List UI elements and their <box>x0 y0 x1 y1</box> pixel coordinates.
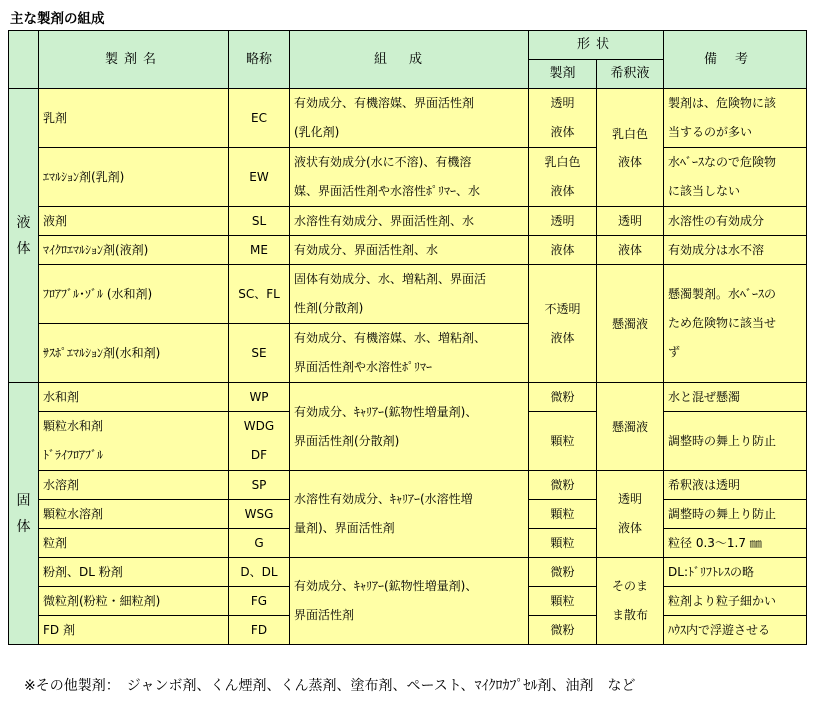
category-liquid: 液 体 <box>9 89 39 383</box>
preparation-cell: 液体 <box>529 236 597 265</box>
composition-cell: 有効成分、界面活性剤、水 <box>290 236 529 265</box>
name-cell: 粉剤、DL 粉剤 <box>39 558 229 587</box>
header-composition: 組成 <box>290 31 529 89</box>
abbr-cell: SL <box>229 207 290 236</box>
header-corner <box>9 31 39 89</box>
header-form: 形状 <box>529 31 664 60</box>
diluted-cell: 透明 <box>597 207 664 236</box>
composition-cell: 有効成分、ｷｬﾘｱｰ(鉱物性増量剤)、 界面活性剤 <box>290 558 529 645</box>
composition-cell: 有効成分、ｷｬﾘｱｰ(鉱物性増量剤)、 界面活性剤(分散剤) <box>290 383 529 471</box>
abbr-cell: EC <box>229 89 290 148</box>
footnote: ※その他製剤： ジャンボ剤、くん煙剤、くん蒸剤、塗布剤、ペースト、ﾏｲｸﾛｶﾌﾟｾﾙ剤、油剤 など <box>24 678 636 694</box>
diluted-cell: 懸濁液 <box>597 265 664 383</box>
name-cell: 水溶剤 <box>39 471 229 500</box>
category-solid: 固 体 <box>9 383 39 645</box>
diluted-cell: 透明 液体 <box>597 471 664 558</box>
header-form-preparation: 製剤 <box>529 60 597 89</box>
notes-cell: 懸濁製剤。水ﾍﾞｰｽの ため危険物に該当せ ず <box>664 265 807 383</box>
composition-cell: 水溶性有効成分、界面活性剤、水 <box>290 207 529 236</box>
notes-cell: ﾊｳｽ内で浮遊させる <box>664 616 807 645</box>
abbr-cell: FG <box>229 587 290 616</box>
notes-cell: 希釈液は透明 <box>664 471 807 500</box>
preparation-cell: 顆粒 <box>529 412 597 471</box>
preparation-cell: 微粉 <box>529 383 597 412</box>
header-abbr: 略称 <box>229 31 290 89</box>
name-cell: 液剤 <box>39 207 229 236</box>
name-cell: 粒剤 <box>39 529 229 558</box>
name-cell: ﾌﾛｱﾌﾞﾙ･ｿﾞﾙ (水和剤) <box>39 265 229 324</box>
formulation-table <box>8 30 807 645</box>
preparation-cell: 透明 液体 <box>529 89 597 148</box>
abbr-cell: FD <box>229 616 290 645</box>
abbr-cell: G <box>229 529 290 558</box>
notes-cell: 調整時の舞上り防止 <box>664 412 807 471</box>
preparation-cell: 透明 <box>529 207 597 236</box>
notes-cell: 粒剤より粒子細かい <box>664 587 807 616</box>
name-cell: ｴﾏﾙｼｮﾝ剤(乳剤) <box>39 148 229 207</box>
abbr-cell: WDG DF <box>229 412 290 471</box>
table-row <box>9 89 807 148</box>
header-notes: 備考 <box>664 31 807 89</box>
name-cell: FD 剤 <box>39 616 229 645</box>
preparation-cell: 微粉 <box>529 616 597 645</box>
preparation-cell: 不透明 液体 <box>529 265 597 383</box>
preparation-cell: 微粉 <box>529 558 597 587</box>
preparation-cell: 顆粒 <box>529 500 597 529</box>
header-name: 製剤名 <box>39 31 229 89</box>
abbr-cell: SC、FL <box>229 265 290 324</box>
table-row <box>9 471 807 500</box>
name-cell: 乳剤 <box>39 89 229 148</box>
abbr-cell: SP <box>229 471 290 500</box>
notes-cell: 調整時の舞上り防止 <box>664 500 807 529</box>
name-cell: 水和剤 <box>39 383 229 412</box>
composition-cell: 有効成分、有機溶媒、界面活性剤 (乳化剤) <box>290 89 529 148</box>
composition-cell: 固体有効成分、水、増粘剤、界面活 性剤(分散剤) <box>290 265 529 324</box>
abbr-cell: EW <box>229 148 290 207</box>
preparation-cell: 顆粒 <box>529 587 597 616</box>
name-cell: ｻｽﾎﾟｴﾏﾙｼｮﾝ剤(水和剤) <box>39 324 229 383</box>
name-cell: 微粒剤(粉粒・細粒剤) <box>39 587 229 616</box>
notes-cell: 水と混ぜ懸濁 <box>664 383 807 412</box>
notes-cell: 水溶性の有効成分 <box>664 207 807 236</box>
notes-cell: 粒径 0.3～1.7 ㎜ <box>664 529 807 558</box>
notes-cell: 製剤は、危険物に該 当するのが多い <box>664 89 807 148</box>
table-row <box>9 265 807 324</box>
abbr-cell: WP <box>229 383 290 412</box>
name-cell: 顆粒水和剤 ﾄﾞﾗｲﾌﾛｱﾌﾞﾙ <box>39 412 229 471</box>
diluted-cell: 液体 <box>597 236 664 265</box>
composition-cell: 水溶性有効成分、ｷｬﾘｱｰ(水溶性増 量剤)、界面活性剤 <box>290 471 529 558</box>
name-cell: 顆粒水溶剤 <box>39 500 229 529</box>
table-row <box>9 207 807 236</box>
preparation-cell: 乳白色 液体 <box>529 148 597 207</box>
composition-cell: 液状有効成分(水に不溶)、有機溶 媒、界面活性剤や水溶性ﾎﾟﾘﾏｰ、水 <box>290 148 529 207</box>
notes-cell: DL:ﾄﾞﾘﾌﾄﾚｽの略 <box>664 558 807 587</box>
header-row-1 <box>9 31 807 60</box>
table-row <box>9 383 807 412</box>
abbr-cell: D、DL <box>229 558 290 587</box>
table-row <box>9 558 807 587</box>
diluted-cell: 乳白色 液体 <box>597 89 664 207</box>
name-cell: ﾏｲｸﾛｴﾏﾙｼｮﾝ剤(液剤) <box>39 236 229 265</box>
composition-cell: 有効成分、有機溶媒、水、増粘剤、 界面活性剤や水溶性ﾎﾟﾘﾏｰ <box>290 324 529 383</box>
table-row <box>9 236 807 265</box>
table-row <box>9 148 807 207</box>
diluted-cell: そのま ま散布 <box>597 558 664 645</box>
abbr-cell: ME <box>229 236 290 265</box>
header-form-diluted: 希釈液 <box>597 60 664 89</box>
preparation-cell: 顆粒 <box>529 529 597 558</box>
notes-cell: 有効成分は水不溶 <box>664 236 807 265</box>
diluted-cell: 懸濁液 <box>597 383 664 471</box>
abbr-cell: SE <box>229 324 290 383</box>
abbr-cell: WSG <box>229 500 290 529</box>
page-title: 主な製剤の組成 <box>10 11 105 27</box>
notes-cell: 水ﾍﾞｰｽなので危険物 に該当しない <box>664 148 807 207</box>
preparation-cell: 微粉 <box>529 471 597 500</box>
